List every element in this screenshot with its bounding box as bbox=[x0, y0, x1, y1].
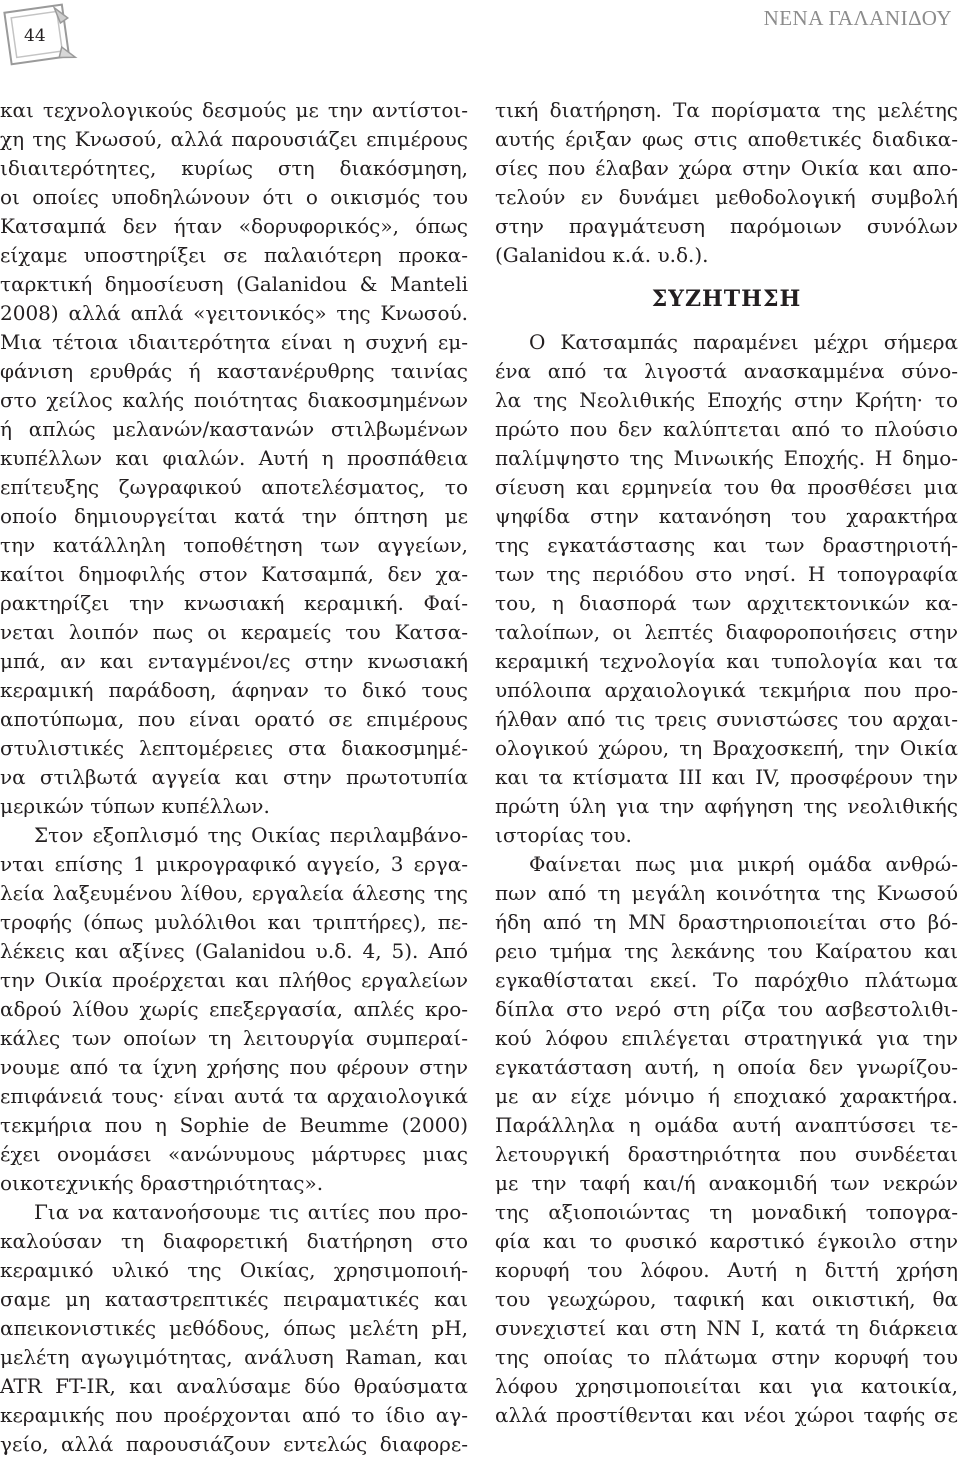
text-line: λα της Νεολιθικής Εποχής στην Κρήτη· το bbox=[495, 388, 958, 412]
text-line: πρώτη ύλη για την αφήγηση της νεολιθικής bbox=[495, 794, 958, 818]
page-corner-logo bbox=[0, 0, 82, 72]
text-line: νουμε από τα ίχνη χρήσης που φέρουν στην bbox=[0, 1055, 468, 1079]
text-line: τελούν εν δυνάμει μεθοδολογική συμβολή bbox=[495, 185, 958, 209]
text-line: επίτευξης ζωγραφικού αποτελέσματος, το bbox=[0, 475, 468, 499]
text-line: είχαμε υποστηρίξει σε παλαιότερη προκα- bbox=[0, 243, 468, 267]
text-line: ATR FT-IR, και αναλύσαμε δύο θραύσματα bbox=[0, 1374, 468, 1398]
text-line: του, η διασπορά των αρχιτεκτονικών κα- bbox=[495, 591, 958, 615]
text-line: εγκαθίσταται εκεί. Το παρόχθιο πλάτωμα bbox=[495, 968, 958, 992]
text-line: γείο, αλλά παρουσιάζουν εντελώς διαφορε- bbox=[0, 1432, 468, 1456]
running-head-author: ΝΕΝΑ ΓΑΛΑΝΙΔΟΥ bbox=[763, 6, 952, 30]
text-line: 2008) αλλά απλά «γειτονικός» της Κνωσού. bbox=[0, 301, 468, 325]
text-line: οικοτεχνικής δραστηριότητας». bbox=[0, 1171, 324, 1195]
text-line: οποίο δημιουργείται κατά την όπτηση με bbox=[0, 504, 468, 528]
text-line: να στιλβωτά αγγεία και στην πρωτοτυπία bbox=[0, 765, 468, 789]
text-line: ιδιαιτερότητες, κυρίως στη διακόσμηση, bbox=[0, 156, 468, 180]
text-line: σίευση και ερμηνεία του θα προσθέσει μια bbox=[495, 475, 958, 499]
text-line: ολογικού χώρου, τη Βραχοσκεπή, την Οικία bbox=[495, 736, 958, 760]
text-line: λόφου χρησιμοποιείται και για κατοικία, bbox=[495, 1374, 958, 1398]
text-line: ψηφίδα στην κατανόηση του χαρακτήρα bbox=[495, 504, 958, 528]
text-line: νται επίσης 1 μικρογραφικό αγγείο, 3 εργα- bbox=[0, 852, 468, 876]
text-line: της εγκατάστασης και των δραστηριοτή- bbox=[495, 533, 958, 557]
text-line: καίτοι δημοφιλής στον Κατσαμπά, δεν χα- bbox=[0, 562, 468, 586]
text-line: νεται λοιπόν πως οι κεραμείς του Κατσα- bbox=[0, 620, 468, 644]
text-line: κεραμικό υλικό της Οικίας, χρησιμοποιή- bbox=[0, 1258, 468, 1282]
section-heading: ΣΥΖΗΤΗΣΗ bbox=[651, 286, 802, 312]
text-line: καλούσαν τη διαφορετική διατήρηση στο bbox=[0, 1229, 468, 1253]
text-line: στην πραγμάτευση παρόμοιων συνόλων bbox=[495, 214, 958, 238]
text-line: κάλες των οποίων τη λειτουργία συμπεραί- bbox=[0, 1026, 468, 1050]
text-line: και τα κτίσματα ΙΙΙ και ΙV, προσφέρουν την bbox=[495, 765, 958, 789]
text-line: ιστορίας του. bbox=[495, 823, 632, 847]
text-line: τική διατήρηση. Τα πορίσματα της μελέτης bbox=[495, 98, 958, 122]
text-line: αυτής έριξαν φως στις αποθετικές διαδικα- bbox=[495, 127, 958, 151]
text-line: ρειο τμήμα της λεκάνης του Καίρατου και bbox=[495, 939, 958, 963]
text-line: στυλιστικές λεπτομέρειες στα διακοσμημέ- bbox=[0, 736, 468, 760]
text-line: εγκατάσταση αυτή, η οποία δεν γνωρίζου- bbox=[495, 1055, 958, 1079]
left-column bbox=[0, 96, 468, 1459]
text-line: πων από τη μεγάλη κοινότητα της Κνωσού bbox=[495, 881, 958, 905]
text-line: οι οποίες υποδηλώνουν ότι ο οικισμός του bbox=[0, 185, 468, 209]
text-line: μελέτη αγωγιμότητας, ανάλυση Raman, και bbox=[0, 1345, 468, 1369]
text-line: φία και το φυσικό καρστικό έγκοιλο στην bbox=[495, 1229, 958, 1253]
text-line: ένα από τα λιγοστά ανασκαμμένα σύνο- bbox=[495, 359, 958, 383]
right-column bbox=[495, 96, 958, 1430]
text-line: ήλθαν από τις τρεις συνιστώσες του αρχαι- bbox=[495, 707, 958, 731]
page-number: 44 bbox=[24, 26, 46, 46]
text-line: επιφάνειά τους· είναι αυτά τα αρχαιολογικά bbox=[0, 1084, 468, 1108]
text-line: κού λόφου επιλέγεται στρατηγικά για την bbox=[495, 1026, 958, 1050]
text-line: του γεωχώρου, ταφική και οικιστική, θα bbox=[495, 1287, 958, 1311]
text-line: στο χείλος καλής ποιότητας διακοσμημένων bbox=[0, 388, 468, 412]
text-line: φάνιση ερυθράς ή καστανέρυθρης ταινίας bbox=[0, 359, 468, 383]
text-line: Για να κατανοήσουμε τις αιτίες που προ- bbox=[34, 1200, 468, 1224]
text-line: έχει ονομάσει «ανώνυμους μάρτυρες μιας bbox=[0, 1142, 468, 1166]
text-line: με αν είχε μόνιμο ή εποχιακό χαρακτήρα. bbox=[495, 1084, 958, 1108]
text-line: Κατσαμπά δεν ήταν «δορυφορικός», όπως bbox=[0, 214, 468, 238]
text-line: σίες που έλαβαν χώρα στην Οικία και απο- bbox=[495, 156, 958, 180]
text-line: αδρού λίθου χωρίς επεξεργασία, απλές κρο- bbox=[0, 997, 468, 1021]
text-line: δίπλα στο νερό στη ρίζα του ασβεστολιθι- bbox=[495, 997, 958, 1021]
text-line: Φαίνεται πως μια μικρή ομάδα ανθρώ- bbox=[529, 852, 958, 876]
text-line: Στον εξοπλισμό της Οικίας περιλαμβάνο- bbox=[34, 823, 468, 847]
text-line: ρακτηρίζει την κνωσιακή κεραμική. Φαί- bbox=[0, 591, 468, 615]
text-line: χη της Κνωσού, αλλά παρουσιάζει επιμέρους bbox=[0, 127, 468, 151]
text-line: παλίμψηστο της Μινωικής Εποχής. Η δημο- bbox=[495, 446, 958, 470]
text-line: ή απλώς μελανών/καστανών στιλβωμένων bbox=[0, 417, 468, 441]
text-line: (Galanidou κ.ά. υ.δ.). bbox=[495, 243, 709, 267]
text-line: της αξιοποιώντας τη μοναδική τοπογρα- bbox=[495, 1200, 958, 1224]
text-line: αποτύπωμα, που είναι ορατό σε επιμέρους bbox=[0, 707, 468, 731]
text-line: κεραμική τεχνολογία και τυπολογία και τα bbox=[495, 649, 958, 673]
text-line: κορυφή του λόφου. Αυτή η διττή χρήση bbox=[495, 1258, 958, 1282]
text-line: αλλά προστίθενται και νέοι χώροι ταφής σε bbox=[495, 1403, 958, 1427]
text-line: και τεχνολογικούς δεσμούς με την αντίστοι- bbox=[0, 98, 468, 122]
text-line: Παράλληλα η ομάδα αυτή αναπτύσσει τε- bbox=[495, 1113, 958, 1137]
text-line: την κατάλληλη τοποθέτηση των αγγείων, bbox=[0, 533, 468, 557]
text-line: κυπέλλων και φιαλών. Αυτή η προσπάθεια bbox=[0, 446, 468, 470]
text-line: ταλοίπων, οι λεπτές διαφοροποιήσεις στην bbox=[495, 620, 958, 644]
text-line: της οποίας το πλάτωμα στην κορυφή του bbox=[495, 1345, 958, 1369]
text-line: ήδη από τη ΜΝ δραστηριοποιείται στο βό- bbox=[495, 910, 958, 934]
text-line: με την ταφή και/ή ανακομιδή των νεκρών bbox=[495, 1171, 958, 1195]
text-line: μπά, αν και ενταγμένοι/ες στην κνωσιακή bbox=[0, 649, 468, 673]
text-line: λέκεις και αξίνες (Galanidou υ.δ. 4, 5). Από bbox=[0, 939, 468, 963]
text-line: τροφής (όπως μυλόλιθοι και τριπτήρες), πε- bbox=[0, 910, 468, 934]
text-line: Ο Κατσαμπάς παραμένει μέχρι σήμερα bbox=[529, 330, 958, 354]
text-line: ταρκτική δημοσίευση (Galanidou & Manteli bbox=[0, 272, 468, 296]
text-line: κεραμική παράδοση, άφηναν το δικό τους bbox=[0, 678, 468, 702]
text-line: λετουργική δραστηριότητα που συνδέεται bbox=[495, 1142, 958, 1166]
text-line: Μια τέτοια ιδιαιτερότητα είναι η συχνή εμ- bbox=[0, 330, 468, 354]
text-line: τεκμήρια που η Sophie de Beumme (2000) bbox=[0, 1113, 468, 1137]
text-line: μερικών τύπων κυπέλλων. bbox=[0, 794, 270, 818]
text-line: υπόλοιπα αρχαιολογικά τεκμήρια που προ- bbox=[495, 678, 958, 702]
text-line: πρώτο που δεν καλύπτεται από το πλούσιο bbox=[495, 417, 958, 441]
text-line: των της περιόδου στο νησί. Η τοπογραφία bbox=[495, 562, 958, 586]
text-line: σαμε μη καταστρεπτικές πειραματικές και bbox=[0, 1287, 468, 1311]
text-line: συνεχιστεί και στη ΝΝ Ι, κατά τη διάρκεια bbox=[495, 1316, 958, 1340]
text-line: απεικονιστικές μεθόδους, όπως μελέτη pH, bbox=[0, 1316, 468, 1340]
text-line: λεία λαξευμένου λίθου, εργαλεία άλεσης της bbox=[0, 881, 468, 905]
text-line: κεραμικής που προέρχονται από το ίδιο αγ- bbox=[0, 1403, 468, 1427]
text-line: την Οικία προέρχεται και πλήθος εργαλείων bbox=[0, 968, 468, 992]
